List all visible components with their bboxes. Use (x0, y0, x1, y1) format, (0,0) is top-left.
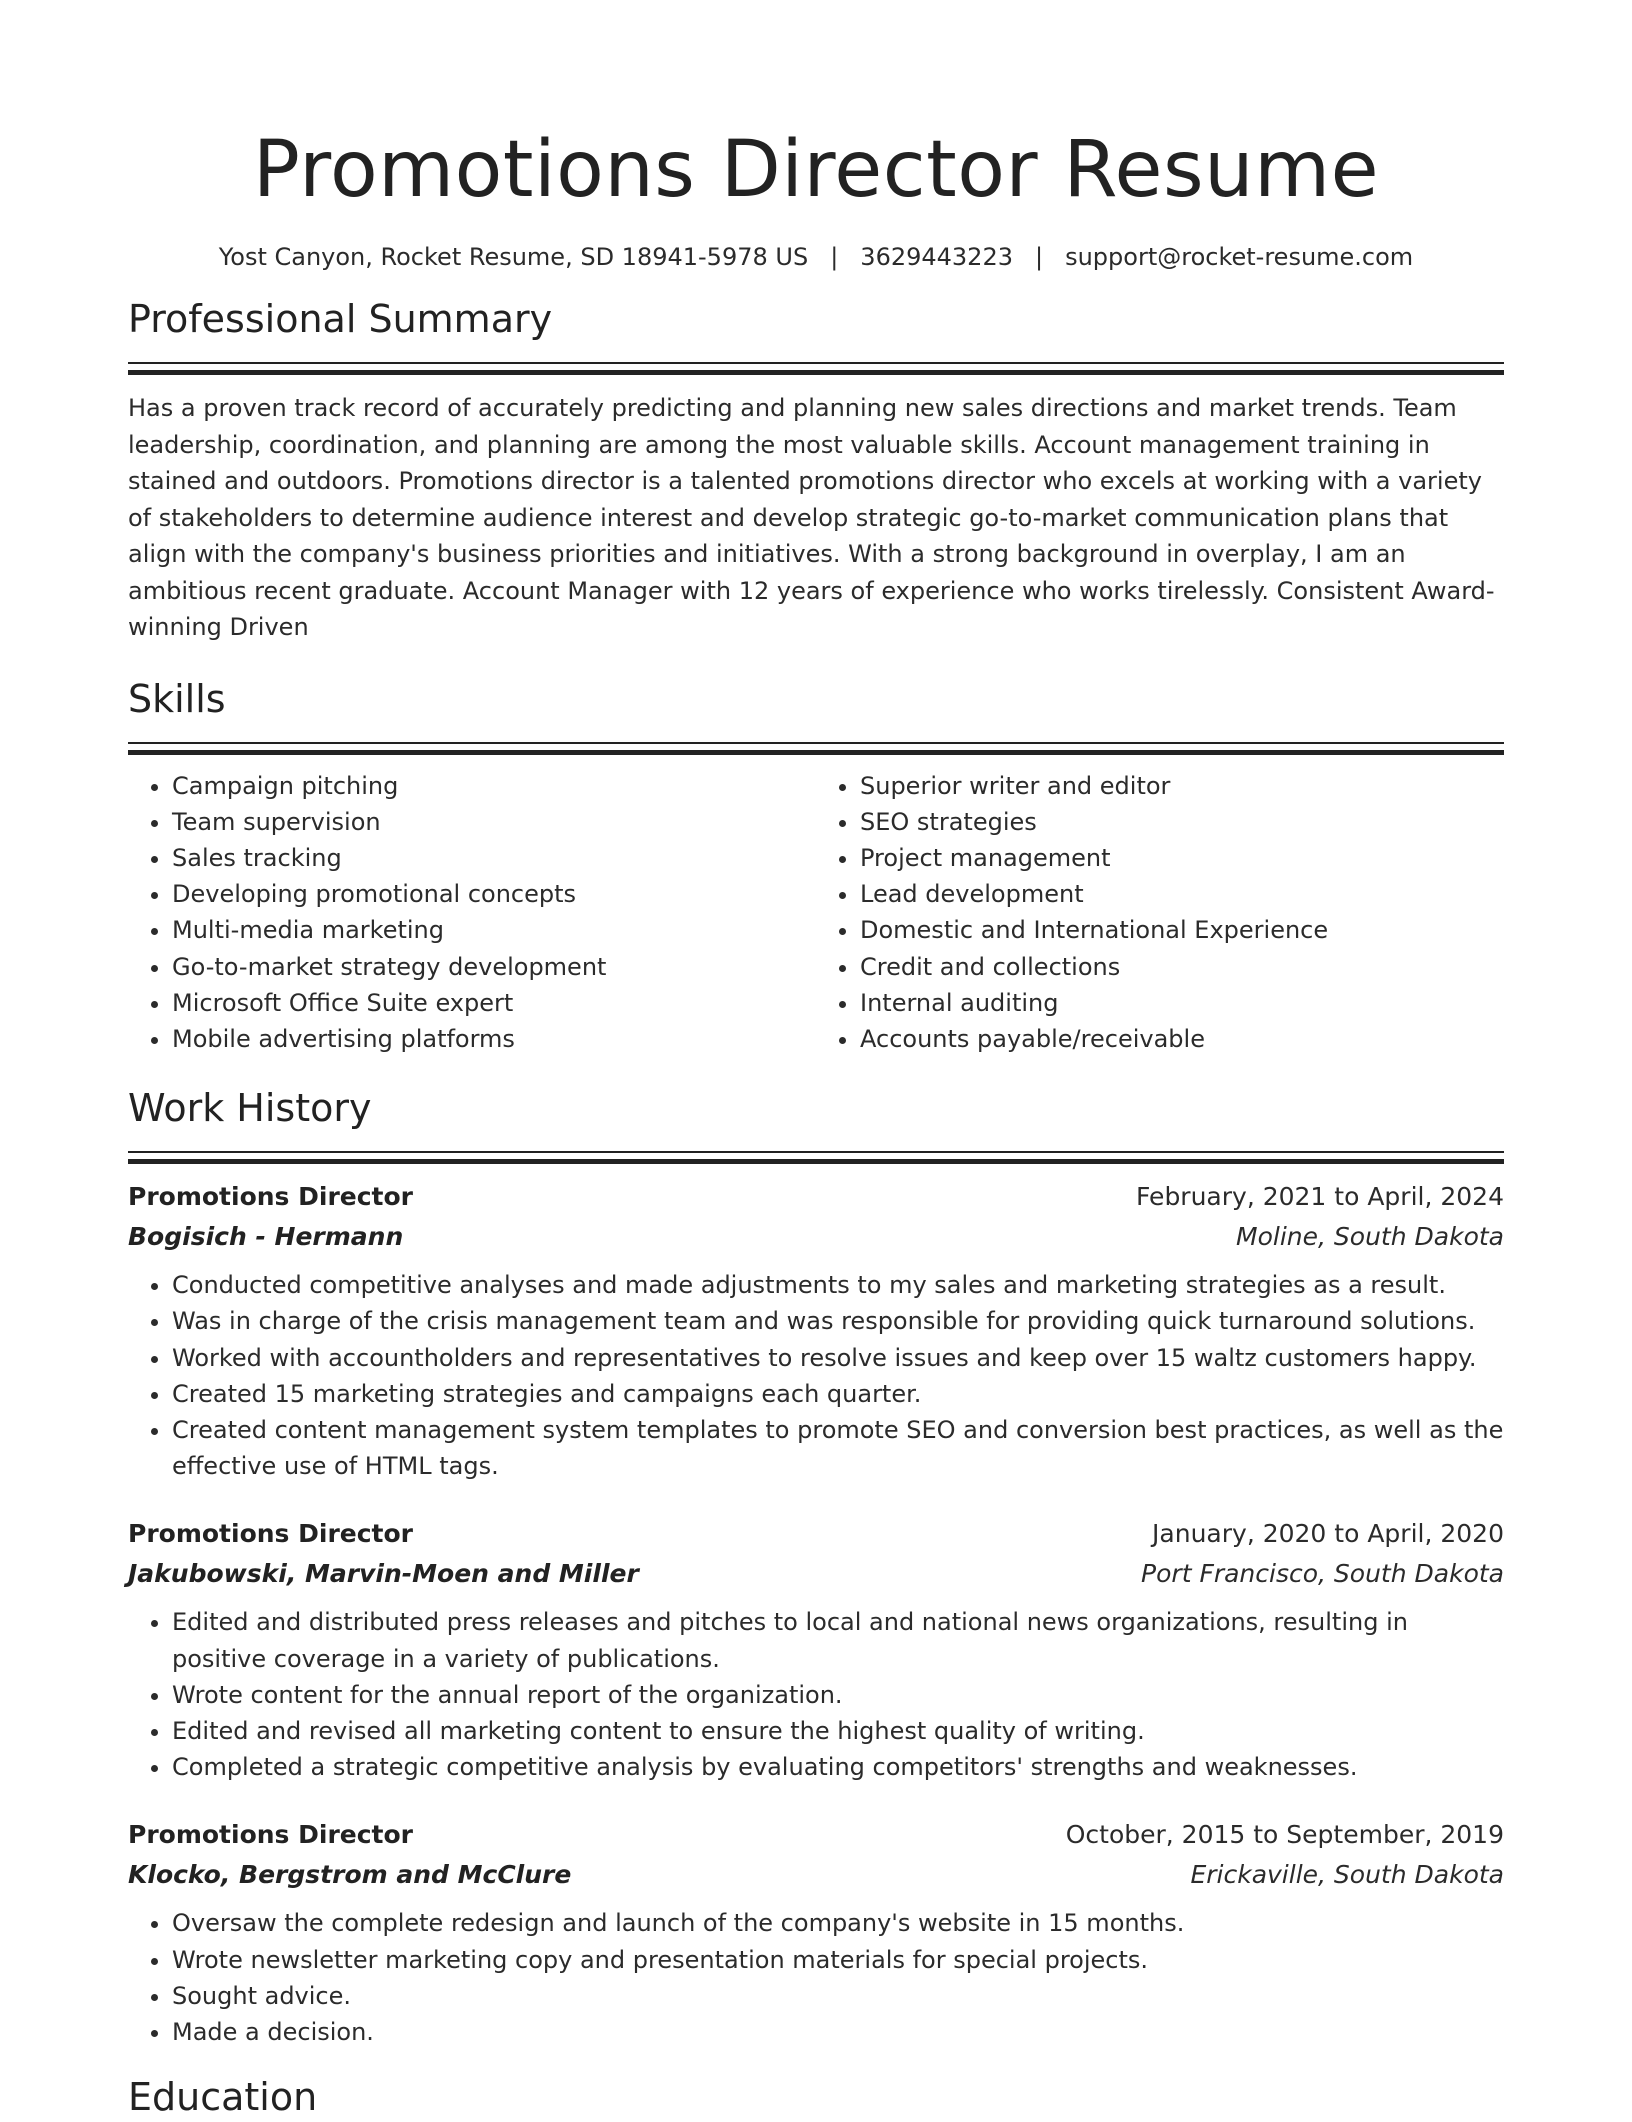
contact-phone: 3629443223 (860, 243, 1013, 271)
skill-item: • Superior writer and editor (860, 768, 1504, 804)
skills-left-column (128, 768, 816, 1058)
skill-item: • Go-to-market strategy development (172, 949, 816, 985)
skills-right-column (816, 768, 1504, 1058)
section-divider (128, 742, 1504, 754)
skills-columns (128, 768, 1504, 1058)
work-history-heading: Work History (128, 1086, 372, 1131)
contact-email: support@rocket-resume.com (1065, 243, 1414, 271)
job-dates: February, 2021 to April, 2024 (1136, 1182, 1504, 1212)
contact-line (128, 240, 1504, 274)
skill-item: • Sales tracking (172, 840, 816, 876)
job-bullet: • Edited and revised all marketing content to ensure the highest quality of writing. (172, 1713, 1504, 1749)
job-entry (128, 1815, 1504, 2050)
job-company: Klocko, Bergstrom and McClure (128, 1860, 572, 1890)
job-bullet: • Wrote newsletter marketing copy and presentation materials for special projects. (172, 1942, 1504, 1978)
skill-item: • Campaign pitching (172, 768, 816, 804)
job-entry (128, 1514, 1504, 1785)
job-bullet: • Wrote content for the annual report of the organization. (172, 1677, 1504, 1713)
skill-item: • Domestic and International Experience (860, 912, 1504, 948)
summary-heading: Professional Summary (128, 297, 553, 341)
skill-item: • Multi-media marketing (172, 912, 816, 948)
job-bullets (128, 1905, 1504, 2050)
contact-separator: | (1035, 243, 1044, 271)
section-divider (128, 1151, 1504, 1163)
job-dates: October, 2015 to September, 2019 (1065, 1820, 1504, 1850)
skills-section (128, 674, 1504, 1058)
job-location: Port Francisco, South Dakota (1141, 1559, 1504, 1589)
education-heading: Education (128, 2075, 318, 2120)
education-section (128, 2072, 1504, 2122)
job-bullet: • Conducted competitive analyses and made adjustments to my sales and marketing strategies as a result. (172, 1267, 1504, 1303)
job-bullet: • Created content management system templates to promote SEO and conversion best practices, as well as the effective use of HTML tags. (172, 1412, 1504, 1484)
resume-title: Promotions Director Resume (252, 125, 1380, 215)
job-bullets (128, 1604, 1504, 1785)
job-title: Promotions Director (128, 1182, 414, 1212)
summary-text: Has a proven track record of accurately predicting and planning new sales directions and market trends. Team leadership, coordination, and planning are among the most valuable skills. Account management training in stained and outdoors. Promotions director is a talented promotions director who excels at working with a variety of stakeholders to determine audience interest and develop strategic go-to-market communication plans that align with the company's business priorities and initiatives. With a strong background in overplay, I am an ambitious recent graduate. Account Manager with 12 years of experience who works tirelessly. Consistent Award-winning Driven (128, 394, 1495, 641)
skills-heading: Skills (128, 676, 226, 721)
job-bullet: • Was in charge of the crisis management team and was responsible for providing quick turnaround solutions. (172, 1303, 1504, 1339)
skill-item: • Internal auditing (860, 985, 1504, 1021)
job-location: Erickaville, South Dakota (1190, 1860, 1504, 1890)
skill-item: • Lead development (860, 876, 1504, 912)
contact-address: Yost Canyon, Rocket Resume, SD 18941-5978 US (218, 243, 809, 271)
job-bullet: • Sought advice. (172, 1978, 1504, 2014)
job-company-row (128, 1855, 1504, 1895)
work-history-section (128, 1083, 1504, 2050)
section-divider (128, 362, 1504, 374)
job-location: Moline, South Dakota (1236, 1222, 1504, 1252)
job-bullet: • Made a decision. (172, 2014, 1504, 2050)
job-title: Promotions Director (128, 1820, 414, 1850)
job-bullet: • Worked with accountholders and representatives to resolve issues and keep over 15 waltz customers happy. (172, 1340, 1504, 1376)
skill-item: • Developing promotional concepts (172, 876, 816, 912)
skill-item: • Team supervision (172, 804, 816, 840)
job-bullet: • Created 15 marketing strategies and campaigns each quarter. (172, 1376, 1504, 1412)
job-bullet: • Edited and distributed press releases and pitches to local and national news organizations, resulting in positive coverage in a variety of publications. (172, 1604, 1504, 1676)
job-header-row (128, 1815, 1504, 1855)
job-company-row (128, 1217, 1504, 1257)
contact-separator: | (830, 243, 839, 271)
job-dates: January, 2020 to April, 2020 (1152, 1519, 1504, 1549)
job-header-row (128, 1514, 1504, 1554)
job-bullets (128, 1267, 1504, 1484)
skill-item: • Accounts payable/receivable (860, 1021, 1504, 1057)
job-company-row (128, 1554, 1504, 1594)
job-entry (128, 1177, 1504, 1484)
skill-item: • Project management (860, 840, 1504, 876)
job-title: Promotions Director (128, 1519, 414, 1549)
skill-item: • Mobile advertising platforms (172, 1021, 816, 1057)
job-company: Bogisich - Hermann (128, 1222, 404, 1252)
job-header-row (128, 1177, 1504, 1217)
summary-section (128, 294, 1504, 646)
job-company: Jakubowski, Marvin-Moen and Miller (128, 1559, 639, 1589)
job-bullet: • Oversaw the complete redesign and launch of the company's website in 15 months. (172, 1905, 1504, 1941)
skill-item: • SEO strategies (860, 804, 1504, 840)
job-bullet: • Completed a strategic competitive analysis by evaluating competitors' strengths and weaknesses. (172, 1749, 1504, 1785)
skill-item: • Microsoft Office Suite expert (172, 985, 816, 1021)
skill-item: • Credit and collections (860, 949, 1504, 985)
